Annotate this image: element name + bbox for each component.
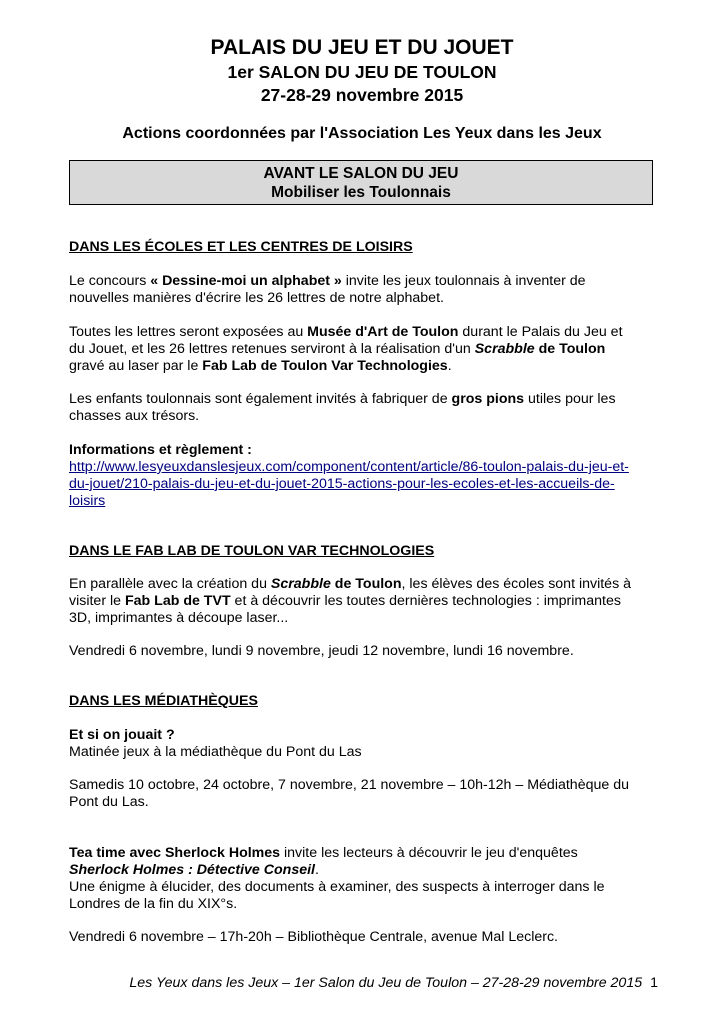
- banner-line-1: AVANT LE SALON DU JEU: [263, 165, 459, 182]
- event-2-schedule: Vendredi 6 novembre – 17h-20h – Bibliothèque Centrale, avenue Mal Leclerc.: [69, 929, 558, 945]
- info-block: [69, 442, 659, 510]
- event-dates: 27-28-29 novembre 2015: [260, 85, 464, 105]
- heading-schools: DANS LES ÉCOLES ET LES CENTRES DE LOISIRS: [69, 239, 413, 255]
- paragraph-fablab: En parallèle avec la création du Scrabble de Toulon, les élèves des écoles sont invités à visiter le Fab Lab de TVT et à découvrir les toutes dernières technologies : imprimantes 3D, imprimantes à découpe laser...: [69, 576, 632, 626]
- document-title: PALAIS DU JEU ET DU JOUET: [210, 36, 514, 59]
- paragraph-exhibition: Toutes les lettres seront exposées au Musée d'Art de Toulon durant le Palais du Jeu et du Jouet, et les 26 lettres retenues serviront à la réalisation d'un Scrabble de Toulon gravé au laser par le Fab Lab de Toulon Var Technologies.: [69, 324, 623, 374]
- page-number: 1: [650, 975, 658, 991]
- event-et-si-on-jouait: Et si on jouait ? Matinée jeux à la médiathèque du Pont du Las: [69, 727, 362, 760]
- heading-fablab: DANS LE FAB LAB DE TOULON VAR TECHNOLOGIES: [69, 543, 435, 559]
- info-label: Informations et règlement :: [69, 442, 252, 458]
- event-title: Et si on jouait ?: [69, 727, 175, 743]
- event-1-schedule: Samedis 10 octobre, 24 octobre, 7 novembre, 21 novembre – 10h-12h – Médiathèque du Pont du Las.: [69, 777, 629, 810]
- rules-link[interactable]: http://www.lesyeuxdanslesjeux.com/component/content/article/86-toulon-palais-du-jeu-et- du-jouet/210-palais-du-jeu-et-du-jouet-2015-actions-pour-les-ecoles-et-les-accueils-de- loisirs: [69, 459, 629, 509]
- document-subtitle: 1er SALON DU JEU DE TOULON: [227, 62, 497, 82]
- paragraph-pions: Les enfants toulonnais sont également invités à fabriquer de gros pions utiles pour les chasses aux trésors.: [69, 391, 616, 424]
- coordination-line: Actions coordonnées par l'Association Les Yeux dans les Jeux: [122, 125, 602, 142]
- event-tea-time: Tea time avec Sherlock Holmes invite les lecteurs à découvrir le jeu d'enquêtes Sherlock Holmes : Détective Conseil. Une énigme à élucider, des documents à examiner, des suspects à interroger dans le Londres de la fin du XIX°s.: [69, 845, 605, 912]
- banner-line-2: Mobiliser les Toulonnais: [271, 184, 451, 201]
- page-footer: [129, 975, 658, 992]
- footer-text: Les Yeux dans les Jeux – 1er Salon du Jeu de Toulon – 27-28-29 novembre 2015: [129, 975, 643, 991]
- section-banner: [69, 160, 653, 205]
- heading-mediatheques: DANS LES MÉDIATHÈQUES: [69, 693, 258, 709]
- paragraph-contest: Le concours « Dessine-moi un alphabet » invite les jeux toulonnais à inventer de nouvelles manières d'écrire les 26 lettres de notre alphabet.: [69, 273, 586, 306]
- fablab-dates: Vendredi 6 novembre, lundi 9 novembre, jeudi 12 novembre, lundi 16 novembre.: [69, 643, 574, 659]
